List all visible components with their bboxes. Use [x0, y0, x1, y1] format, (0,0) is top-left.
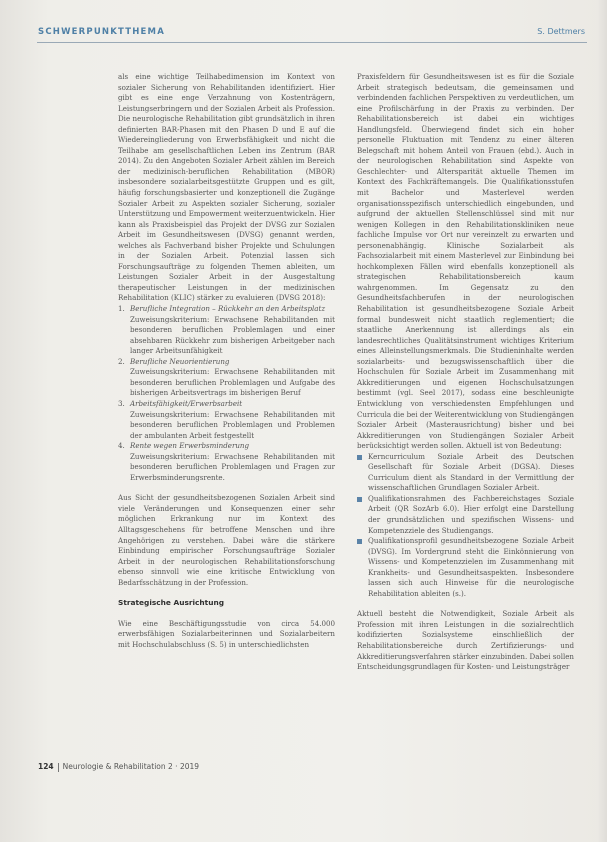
list-number: 4. [118, 441, 125, 451]
list-title: Berufliche Neuorientierung [130, 356, 230, 366]
list-item [118, 441, 335, 483]
list-text: Zuweisungskriterium: Erwachsene Rehabilitanden mit besonderen beruflichen Problemlagen und Aufgabe des bisherigen Arbeitsvertrags im bisherigen Beruf [130, 367, 335, 398]
section-subheading: Strategische Ausrichtung [118, 598, 225, 608]
list-item [118, 399, 335, 441]
bullet-text: Qualifikationsrahmen des Fachbereichstages Soziale Arbeit (QR SozArb 6.0). Hier erfolgt eine Darstellung der grundsätzlichen und spezifischen Wissens- und Kompetenzziele des Studiengangs. [368, 493, 574, 535]
square-bullet-icon [357, 497, 362, 502]
list-number: 1. [118, 304, 125, 314]
left-intro-paragraph: als eine wichtige Teilhabedimension im Kontext von sozialer Sicherung von Rehabilitanden identifiziert. Hier gibt es eine enge Verzahnung von Kostenträgern, Leistungserbringern und der Sozialen Arbeit als Profession. Die neurologische Rehabilitation gibt grundsätzlich in ihren definierten BAR-Phasen mit den Phasen D und E auf die Wiedereingliederung von Erwerbsfähigkeit und nicht die Teilhabe am gesellschaftlichen Leben ins Zentrum (BAR 2014). Zu den Angeboten Sozialer Arbeit zählen im Bereich der medizinisch-beruflichen Rehabilitation (MBOR) insbesondere sozialarbeitsgestützte Gruppen und es gilt, häufig forschungsbasierter und konzeptionell die Zugänge Sozialer Arbeit zu Aspekten sozialer Sicherung, sozialer Unterstützung und Empowerment weiterzuentwickeln. Hier kann als Praxisbeispiel das Projekt der DVSG zur Sozialen Arbeit im Gesundheitswesen (DVSG) genannt werden, welches als Fachverband bisher Projekte und Schulungen in der Sozialen Arbeit. Potenzial lassen sich Forschungsaufträge zu folgenden Themen ableiten, um Leistungen Sozialer Arbeit in der Ausgestaltung therapeutischer Leistungen in der medizinischen Rehabilitation (KLIC) stärker zu evaluieren (DVSG 2018): [118, 72, 335, 303]
list-title: Rente wegen Erwerbsminderung [130, 441, 250, 451]
list-text: Zuweisungskriterium: Erwachsene Rehabilitanden mit besonderen beruflichen Problemlagen und Fragen zur Erwerbsminderungsrente. [130, 451, 335, 482]
right-column [357, 72, 574, 673]
list-item [118, 357, 335, 399]
list-item [118, 304, 335, 357]
page-number: 124 [38, 762, 54, 771]
list-title: Arbeitsfähigkeit/Erwerbsarbeit [130, 398, 243, 408]
header-rule [37, 42, 587, 43]
left-paragraph-3: Wie eine Beschäftigungsstudie von circa 54.000 erwerbsfähigen Sozialarbeiterinnen und Sozialarbeitern mit Hochschulabschluss (S. 5) in unterschiedlichsten [118, 618, 335, 649]
square-bullet-icon [357, 455, 362, 460]
page-footer [38, 762, 199, 772]
bullet-text: Kerncurriculum Soziale Arbeit des Deutschen Gesellschaft für Soziale Arbeit (DGSA). Dieses Curriculum dient als Standard in der Vermittlung der wissenschaftlichen Grundlagen Sozialer Arbeit. [368, 451, 574, 493]
footer-divider [58, 763, 59, 772]
list-number: 2. [118, 356, 125, 366]
list-text: Zuweisungskriterium: Erwachsene Rehabilitanden mit besonderen beruflichen Problemlagen und Problemen der ambulanten Arbeit festgestellt [130, 409, 335, 440]
left-paragraph-2: Aus Sicht der gesundheitsbezogenen Sozialen Arbeit sind viele Veränderungen und Konsequenzen einer sehr möglichen Erkrankung nur im Kontext des Alltagsgeschehens für betroffene Menschen und ihre Angehörigen zu verstehen. Dabei wäre die stärkere Einbindung empirischer Forschungsaufträge Sozialer Arbeit in der neurologischen Rehabilitationsforschung ebenso sinnvoll wie eine kritische Entwicklung von Bedarfsschätzung in der Profession. [118, 493, 335, 587]
bullet-text: Qualifikationsprofil gesundheitsbezogene Soziale Arbeit (DVSG). Im Vordergrund steht die Einkönnierung von Wissens- und Kompetenzzielen im Zusammenhang mit Krankheits- und Gesundheitsaspekten. Insbesondere lassen sich auch Hinweise für die neurologische Rehabilitation ableiten (s.). [368, 536, 574, 598]
bullet-item [357, 536, 574, 599]
section-tag: SCHWERPUNKTTHEMA [38, 27, 165, 37]
right-paragraph-2: Aktuell besteht die Notwendigkeit, Soziale Arbeit als Profession mit ihren Leistungen in die sozialrechtlich kodifizierten Sozialsysteme einschließlich der Rehabilitationsbereiche durch Zertifizierungs- und Akkreditierungsverfahren stärker einzubinden. Dabei sollen Entscheidungsgrundlagen für Kosten- und Leistungsträger [357, 609, 574, 672]
right-intro-paragraph: Praxisfeldern für Gesundheitswesen ist es für die Soziale Arbeit strategisch bedeutsam, die gemeinsamen und verbindenden fachlichen Perspektiven zu verdeutlichen, um eine Profilschärfung in der Praxis zu verbinden. Der Rehabilitationsbereich ist dabei ein wichtiges Handlungsfeld. Überwiegend findet sich ein hoher personelle Fluktuation mit Tendenz zu einer älteren Belegschaft mit hohem Anteil von Frauen (ebd.). Auch in der neurologischen Rehabilitation sind Aspekte von Geschlechter- und Altersparität aktuelle Themen im Kontext des Fachkräftemangels. Die Qualifikationsstufen mit Bachelor und Masterlevel werden organisationsspezifisch unterschiedlich eingebunden, und aufgrund der aktuellen Stellenschlüssel sind mit nur wenigen Kollegen in den Rehabilitationskliniken neue fachliche Impulse vor Ort nur vereinzelt zu erwarten und personenabhängig. Klinische Sozialarbeit als Fachsozialarbeit mit einem Masterlevel zur Einbindung bei hochkomplexen Fällen wird ebenfalls konzeptionell als strategischen Rehabilitationsbereich kaum wahrgenommen. Im Gegensatz zu den Gesundheitsfachberufen in der neurologischen Rehabilitation ist gesundheitsbezogene Soziale Arbeit formal bundesweit nicht staatlich reglementiert; die staatliche Anerkennung ist allerdings als ein landesrechtliches Qualitätsinstrument wichtiges Kriterium eines Alleinstellungsmerkmals. Die Studieninhalte werden sozialarbeits- und bezugswissenschaftlich über die Hochschulen für Soziale Arbeit im Zusammenhang mit Akkreditierungen und eigenen Hochschulsatzungen bestimmt (vgl. Seel 2017), sodass eine beschleunigte Entwicklung von verschiedensten Empfehlungen und Curricula die bei der Weiterentwicklung von Studiengängen Sozialer Arbeit (Masterausrichtung) bisher und bei Akkreditierungen von Studiengängen Sozialer Arbeit berücksichtigt werden sollen. Aktuell ist von Bedeutung: [357, 72, 574, 451]
journal-name: Neurologie & Rehabilitation 2 · 2019 [62, 762, 200, 771]
left-column [118, 72, 335, 650]
list-text: Zuweisungskriterium: Erwachsene Rehabilitanden mit besonderen beruflichen Problemlagen und einer absehbaren Rückkehr zum bisherigen Arbeitgeber nach langer Arbeitsunfähigkeit [130, 314, 335, 356]
list-number: 3. [118, 398, 125, 408]
page-edge-shadow [597, 0, 607, 842]
list-title: Berufliche Integration – Rückkehr an den Arbeitsplatz [130, 304, 326, 314]
square-bullet-icon [357, 539, 362, 544]
bullet-item [357, 494, 574, 536]
bullet-item [357, 452, 574, 494]
author-tag: S. Dettmers [537, 27, 585, 36]
